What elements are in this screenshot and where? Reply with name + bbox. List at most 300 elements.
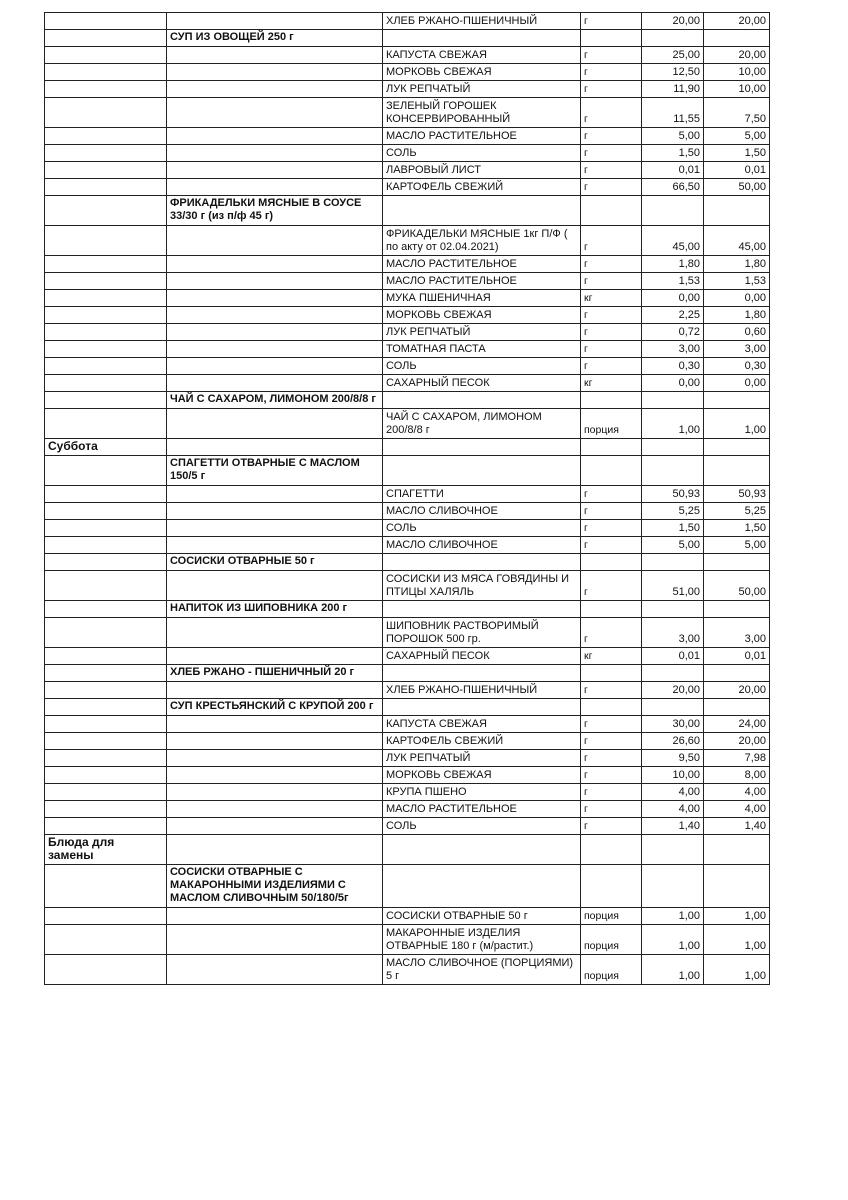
dish-cell: НАПИТОК ИЗ ШИПОВНИКА 200 г	[167, 601, 383, 618]
table-row	[45, 179, 770, 196]
brutto-cell: 1,00	[642, 955, 704, 985]
ingredient-cell	[383, 392, 581, 409]
brutto-cell: 5,00	[642, 537, 704, 554]
dish-cell	[167, 307, 383, 324]
unit-cell: г	[581, 128, 642, 145]
table-row	[45, 835, 770, 865]
dish-cell	[167, 537, 383, 554]
table-row	[45, 682, 770, 699]
brutto-cell	[642, 392, 704, 409]
day-cell	[45, 47, 167, 64]
brutto-cell: 0,00	[642, 375, 704, 392]
unit-cell: г	[581, 273, 642, 290]
table-row	[45, 733, 770, 750]
unit-cell: г	[581, 81, 642, 98]
netto-cell: 0,01	[704, 648, 770, 665]
unit-cell	[581, 699, 642, 716]
day-cell	[45, 375, 167, 392]
day-cell	[45, 307, 167, 324]
brutto-cell: 1,40	[642, 818, 704, 835]
day-cell	[45, 682, 167, 699]
netto-cell: 50,00	[704, 179, 770, 196]
dish-cell	[167, 128, 383, 145]
dish-cell	[167, 486, 383, 503]
dish-cell: СОСИСКИ ОТВАРНЫЕ С МАКАРОННЫМИ ИЗДЕЛИЯМИ С МАСЛОМ СЛИВОЧНЫМ 50/180/5г	[167, 865, 383, 908]
brutto-cell	[642, 699, 704, 716]
ingredient-cell	[383, 699, 581, 716]
ingredient-cell: СПАГЕТТИ	[383, 486, 581, 503]
dish-cell	[167, 955, 383, 985]
brutto-cell: 5,00	[642, 128, 704, 145]
brutto-cell: 25,00	[642, 47, 704, 64]
dish-cell	[167, 226, 383, 256]
ingredient-cell: ЗЕЛЕНЫЙ ГОРОШЕК КОНСЕРВИРОВАННЫЙ	[383, 98, 581, 128]
unit-cell: г	[581, 98, 642, 128]
ingredient-cell: ЧАЙ С САХАРОМ, ЛИМОНОМ 200/8/8 г	[383, 409, 581, 439]
netto-cell	[704, 865, 770, 908]
brutto-cell: 12,50	[642, 64, 704, 81]
ingredient-cell: МАСЛО РАСТИТЕЛЬНОЕ	[383, 273, 581, 290]
ingredient-cell	[383, 835, 581, 865]
unit-cell: г	[581, 503, 642, 520]
day-cell	[45, 409, 167, 439]
unit-cell: г	[581, 47, 642, 64]
day-cell	[45, 767, 167, 784]
ingredient-cell	[383, 439, 581, 456]
table-row	[45, 128, 770, 145]
ingredient-cell	[383, 665, 581, 682]
table-row	[45, 618, 770, 648]
netto-cell: 0,00	[704, 375, 770, 392]
ingredient-cell	[383, 456, 581, 486]
dish-cell	[167, 801, 383, 818]
day-cell	[45, 128, 167, 145]
day-cell	[45, 456, 167, 486]
dish-cell	[167, 179, 383, 196]
table-row	[45, 865, 770, 908]
dish-cell	[167, 439, 383, 456]
netto-cell: 10,00	[704, 64, 770, 81]
table-row	[45, 256, 770, 273]
dish-cell	[167, 908, 383, 925]
brutto-cell	[642, 30, 704, 47]
ingredient-cell	[383, 554, 581, 571]
unit-cell: порция	[581, 925, 642, 955]
netto-cell: 20,00	[704, 13, 770, 30]
ingredient-cell: МАСЛО СЛИВОЧНОЕ	[383, 537, 581, 554]
dish-cell	[167, 767, 383, 784]
brutto-cell: 4,00	[642, 801, 704, 818]
brutto-cell: 1,00	[642, 409, 704, 439]
brutto-cell: 1,53	[642, 273, 704, 290]
brutto-cell: 0,01	[642, 162, 704, 179]
ingredient-cell: МУКА ПШЕНИЧНАЯ	[383, 290, 581, 307]
table-row	[45, 307, 770, 324]
day-cell	[45, 13, 167, 30]
unit-cell	[581, 456, 642, 486]
unit-cell: г	[581, 307, 642, 324]
ingredient-cell: КАРТОФЕЛЬ СВЕЖИЙ	[383, 733, 581, 750]
dish-cell	[167, 835, 383, 865]
brutto-cell: 0,01	[642, 648, 704, 665]
unit-cell	[581, 601, 642, 618]
day-cell	[45, 784, 167, 801]
table-row	[45, 716, 770, 733]
day-cell: Суббота	[45, 439, 167, 456]
table-row	[45, 908, 770, 925]
day-cell	[45, 196, 167, 226]
table-row	[45, 162, 770, 179]
brutto-cell	[642, 665, 704, 682]
netto-cell: 20,00	[704, 733, 770, 750]
netto-cell: 50,93	[704, 486, 770, 503]
netto-cell: 1,40	[704, 818, 770, 835]
day-cell	[45, 226, 167, 256]
day-cell	[45, 955, 167, 985]
dish-cell: СОСИСКИ ОТВАРНЫЕ 50 г	[167, 554, 383, 571]
netto-cell: 1,00	[704, 908, 770, 925]
day-cell	[45, 162, 167, 179]
unit-cell: г	[581, 750, 642, 767]
table-row	[45, 439, 770, 456]
table-row	[45, 801, 770, 818]
dish-cell	[167, 784, 383, 801]
brutto-cell: 11,55	[642, 98, 704, 128]
netto-cell	[704, 554, 770, 571]
table-row	[45, 601, 770, 618]
dish-cell	[167, 571, 383, 601]
netto-cell: 1,00	[704, 955, 770, 985]
netto-cell	[704, 699, 770, 716]
day-cell: Блюда для замены	[45, 835, 167, 865]
netto-cell	[704, 456, 770, 486]
netto-cell	[704, 196, 770, 226]
table-row	[45, 955, 770, 985]
unit-cell: г	[581, 571, 642, 601]
brutto-cell: 0,72	[642, 324, 704, 341]
day-cell	[45, 554, 167, 571]
brutto-cell: 26,60	[642, 733, 704, 750]
table-row	[45, 648, 770, 665]
unit-cell: г	[581, 226, 642, 256]
ingredient-cell: МОРКОВЬ СВЕЖАЯ	[383, 307, 581, 324]
ingredient-cell	[383, 30, 581, 47]
ingredient-cell: МАСЛО СЛИВОЧНОЕ	[383, 503, 581, 520]
table-row	[45, 375, 770, 392]
table-row	[45, 750, 770, 767]
ingredient-cell: САХАРНЫЙ ПЕСОК	[383, 375, 581, 392]
ingredient-cell: МАСЛО РАСТИТЕЛЬНОЕ	[383, 128, 581, 145]
menu-table-body	[45, 13, 770, 985]
dish-cell	[167, 520, 383, 537]
day-cell	[45, 699, 167, 716]
unit-cell	[581, 554, 642, 571]
ingredient-cell: СОЛЬ	[383, 520, 581, 537]
brutto-cell: 20,00	[642, 682, 704, 699]
unit-cell: г	[581, 341, 642, 358]
dish-cell	[167, 733, 383, 750]
dish-cell	[167, 81, 383, 98]
brutto-cell: 20,00	[642, 13, 704, 30]
netto-cell: 0,30	[704, 358, 770, 375]
ingredient-cell: МАСЛО СЛИВОЧНОЕ (ПОРЦИЯМИ) 5 г	[383, 955, 581, 985]
menu-table	[44, 12, 770, 985]
ingredient-cell: КРУПА ПШЕНО	[383, 784, 581, 801]
day-cell	[45, 733, 167, 750]
brutto-cell: 2,25	[642, 307, 704, 324]
netto-cell: 1,80	[704, 307, 770, 324]
brutto-cell: 0,00	[642, 290, 704, 307]
netto-cell: 1,00	[704, 409, 770, 439]
dish-cell	[167, 716, 383, 733]
brutto-cell: 45,00	[642, 226, 704, 256]
dish-cell	[167, 925, 383, 955]
unit-cell: г	[581, 179, 642, 196]
day-cell	[45, 571, 167, 601]
netto-cell: 10,00	[704, 81, 770, 98]
dish-cell: ХЛЕБ РЖАНО - ПШЕНИЧНЫЙ 20 г	[167, 665, 383, 682]
ingredient-cell	[383, 865, 581, 908]
netto-cell: 1,50	[704, 145, 770, 162]
brutto-cell: 1,50	[642, 145, 704, 162]
brutto-cell	[642, 865, 704, 908]
brutto-cell	[642, 196, 704, 226]
unit-cell: г	[581, 145, 642, 162]
brutto-cell: 51,00	[642, 571, 704, 601]
netto-cell	[704, 835, 770, 865]
brutto-cell: 50,93	[642, 486, 704, 503]
unit-cell: г	[581, 162, 642, 179]
day-cell	[45, 392, 167, 409]
day-cell	[45, 64, 167, 81]
dish-cell	[167, 648, 383, 665]
menu-sheet	[44, 12, 770, 985]
unit-cell: г	[581, 733, 642, 750]
unit-cell: кг	[581, 375, 642, 392]
ingredient-cell: МОРКОВЬ СВЕЖАЯ	[383, 767, 581, 784]
day-cell	[45, 665, 167, 682]
netto-cell	[704, 439, 770, 456]
unit-cell: г	[581, 767, 642, 784]
day-cell	[45, 520, 167, 537]
dish-cell	[167, 145, 383, 162]
day-cell	[45, 30, 167, 47]
table-row	[45, 273, 770, 290]
unit-cell: г	[581, 716, 642, 733]
netto-cell	[704, 30, 770, 47]
brutto-cell: 3,00	[642, 618, 704, 648]
brutto-cell: 1,00	[642, 925, 704, 955]
brutto-cell: 1,00	[642, 908, 704, 925]
brutto-cell: 3,00	[642, 341, 704, 358]
table-row	[45, 554, 770, 571]
ingredient-cell: ЛУК РЕПЧАТЫЙ	[383, 81, 581, 98]
ingredient-cell: СОСИСКИ ОТВАРНЫЕ 50 г	[383, 908, 581, 925]
unit-cell: г	[581, 537, 642, 554]
netto-cell	[704, 665, 770, 682]
ingredient-cell: ТОМАТНАЯ ПАСТА	[383, 341, 581, 358]
day-cell	[45, 618, 167, 648]
netto-cell: 1,00	[704, 925, 770, 955]
day-cell	[45, 98, 167, 128]
day-cell	[45, 908, 167, 925]
dish-cell	[167, 290, 383, 307]
netto-cell	[704, 601, 770, 618]
table-row	[45, 392, 770, 409]
dish-cell: СУП КРЕСТЬЯНСКИЙ С КРУПОЙ 200 г	[167, 699, 383, 716]
netto-cell: 50,00	[704, 571, 770, 601]
table-row	[45, 98, 770, 128]
brutto-cell	[642, 456, 704, 486]
day-cell	[45, 801, 167, 818]
table-row	[45, 520, 770, 537]
table-row	[45, 30, 770, 47]
ingredient-cell: ЛАВРОВЫЙ ЛИСТ	[383, 162, 581, 179]
brutto-cell: 9,50	[642, 750, 704, 767]
netto-cell: 20,00	[704, 47, 770, 64]
unit-cell	[581, 665, 642, 682]
unit-cell	[581, 439, 642, 456]
ingredient-cell: КАРТОФЕЛЬ СВЕЖИЙ	[383, 179, 581, 196]
unit-cell: кг	[581, 648, 642, 665]
unit-cell: г	[581, 358, 642, 375]
brutto-cell: 30,00	[642, 716, 704, 733]
unit-cell: порция	[581, 955, 642, 985]
day-cell	[45, 818, 167, 835]
netto-cell: 24,00	[704, 716, 770, 733]
unit-cell: г	[581, 818, 642, 835]
unit-cell: порция	[581, 908, 642, 925]
brutto-cell: 1,80	[642, 256, 704, 273]
table-row	[45, 13, 770, 30]
ingredient-cell: МОРКОВЬ СВЕЖАЯ	[383, 64, 581, 81]
day-cell	[45, 865, 167, 908]
dish-cell	[167, 750, 383, 767]
netto-cell: 1,50	[704, 520, 770, 537]
ingredient-cell: СОСИСКИ ИЗ МЯСА ГОВЯДИНЫ И ПТИЦЫ ХАЛЯЛЬ	[383, 571, 581, 601]
table-row	[45, 64, 770, 81]
ingredient-cell: ФРИКАДЕЛЬКИ МЯСНЫЕ 1кг П/Ф ( по акту от 02.04.2021)	[383, 226, 581, 256]
table-row	[45, 925, 770, 955]
brutto-cell: 66,50	[642, 179, 704, 196]
table-row	[45, 503, 770, 520]
day-cell	[45, 324, 167, 341]
ingredient-cell: КАПУСТА СВЕЖАЯ	[383, 47, 581, 64]
table-row	[45, 196, 770, 226]
unit-cell	[581, 392, 642, 409]
day-cell	[45, 256, 167, 273]
unit-cell: порция	[581, 409, 642, 439]
dish-cell	[167, 273, 383, 290]
unit-cell: кг	[581, 290, 642, 307]
netto-cell: 45,00	[704, 226, 770, 256]
netto-cell: 5,00	[704, 128, 770, 145]
day-cell	[45, 716, 167, 733]
netto-cell: 20,00	[704, 682, 770, 699]
ingredient-cell: КАПУСТА СВЕЖАЯ	[383, 716, 581, 733]
netto-cell: 4,00	[704, 801, 770, 818]
table-row	[45, 699, 770, 716]
ingredient-cell: ШИПОВНИК РАСТВОРИМЫЙ ПОРОШОК 500 гр.	[383, 618, 581, 648]
day-cell	[45, 925, 167, 955]
dish-cell	[167, 13, 383, 30]
dish-cell	[167, 256, 383, 273]
dish-cell	[167, 682, 383, 699]
unit-cell: г	[581, 618, 642, 648]
day-cell	[45, 537, 167, 554]
unit-cell: г	[581, 801, 642, 818]
day-cell	[45, 81, 167, 98]
table-row	[45, 571, 770, 601]
dish-cell	[167, 503, 383, 520]
brutto-cell: 10,00	[642, 767, 704, 784]
table-row	[45, 767, 770, 784]
netto-cell: 0,60	[704, 324, 770, 341]
unit-cell: г	[581, 64, 642, 81]
table-row	[45, 341, 770, 358]
table-row	[45, 47, 770, 64]
brutto-cell: 5,25	[642, 503, 704, 520]
ingredient-cell: СОЛЬ	[383, 145, 581, 162]
table-row	[45, 226, 770, 256]
netto-cell: 8,00	[704, 767, 770, 784]
day-cell	[45, 648, 167, 665]
ingredient-cell	[383, 601, 581, 618]
brutto-cell: 1,50	[642, 520, 704, 537]
ingredient-cell: МАСЛО РАСТИТЕЛЬНОЕ	[383, 801, 581, 818]
dish-cell: ЧАЙ С САХАРОМ, ЛИМОНОМ 200/8/8 г	[167, 392, 383, 409]
unit-cell	[581, 196, 642, 226]
day-cell	[45, 503, 167, 520]
day-cell	[45, 179, 167, 196]
table-row	[45, 665, 770, 682]
brutto-cell: 11,90	[642, 81, 704, 98]
dish-cell	[167, 47, 383, 64]
day-cell	[45, 601, 167, 618]
netto-cell: 5,00	[704, 537, 770, 554]
ingredient-cell	[383, 196, 581, 226]
dish-cell	[167, 618, 383, 648]
unit-cell: г	[581, 13, 642, 30]
dish-cell	[167, 375, 383, 392]
unit-cell: г	[581, 256, 642, 273]
ingredient-cell: МАСЛО РАСТИТЕЛЬНОЕ	[383, 256, 581, 273]
brutto-cell: 4,00	[642, 784, 704, 801]
table-row	[45, 784, 770, 801]
ingredient-cell: СОЛЬ	[383, 818, 581, 835]
unit-cell	[581, 835, 642, 865]
ingredient-cell: ХЛЕБ РЖАНО-ПШЕНИЧНЫЙ	[383, 13, 581, 30]
dish-cell: СПАГЕТТИ ОТВАРНЫЕ С МАСЛОМ 150/5 г	[167, 456, 383, 486]
day-cell	[45, 290, 167, 307]
netto-cell: 0,00	[704, 290, 770, 307]
table-row	[45, 145, 770, 162]
netto-cell: 7,98	[704, 750, 770, 767]
table-row	[45, 81, 770, 98]
dish-cell	[167, 341, 383, 358]
netto-cell: 1,53	[704, 273, 770, 290]
day-cell	[45, 341, 167, 358]
dish-cell	[167, 324, 383, 341]
netto-cell	[704, 392, 770, 409]
table-row	[45, 358, 770, 375]
ingredient-cell: ЛУК РЕПЧАТЫЙ	[383, 750, 581, 767]
table-row	[45, 456, 770, 486]
unit-cell: г	[581, 486, 642, 503]
dish-cell	[167, 162, 383, 179]
day-cell	[45, 750, 167, 767]
netto-cell: 3,00	[704, 341, 770, 358]
